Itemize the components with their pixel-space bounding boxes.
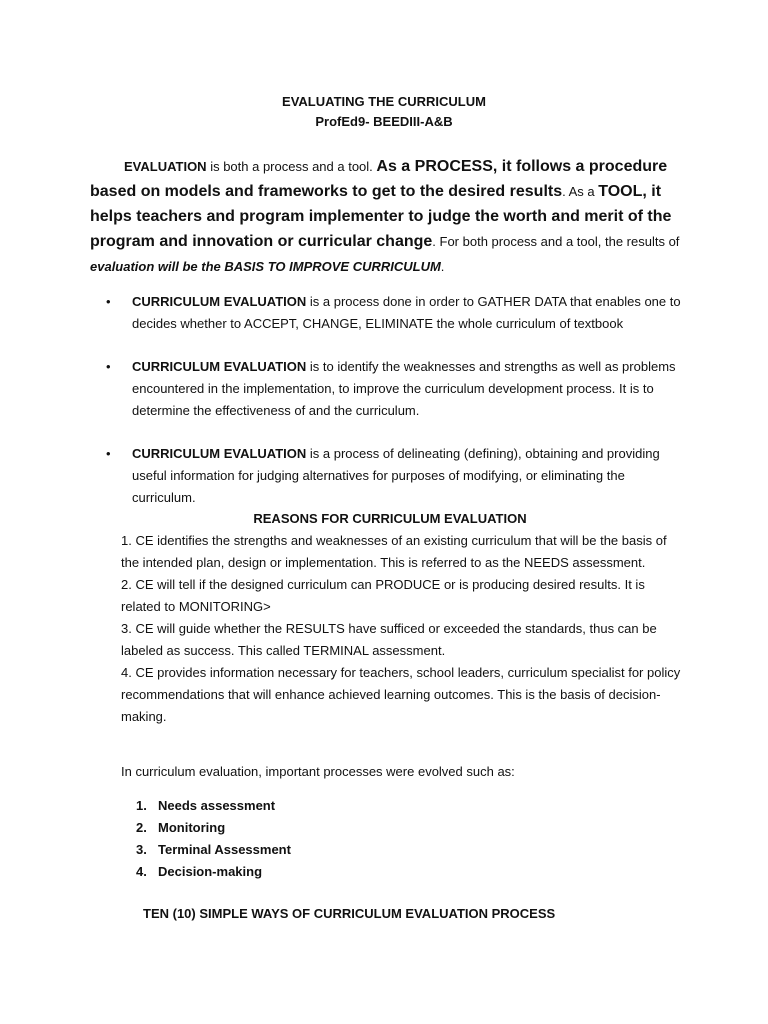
process-step — [136, 839, 291, 861]
document-title: EVALUATING THE CURRICULUM — [282, 94, 486, 109]
process-step — [136, 795, 291, 817]
step-label: Monitoring — [158, 820, 226, 835]
bullet-item — [106, 291, 686, 335]
step-number: 4. — [136, 864, 147, 879]
bullet-text: is a process done in order to GATHER DATA that enables one to decides whether to ACCEPT, CHANGE, ELIMINATE the whole curriculum of textbook — [132, 294, 681, 331]
bullet-lead: CURRICULUM EVALUATION — [132, 446, 307, 461]
step-number: 3. — [136, 842, 147, 857]
bullet-icon: • — [106, 446, 111, 461]
document-header — [0, 92, 768, 132]
intro-tool-statement: TOOL, it helps teachers and program implementer to judge the worth and merit of the program and innovation or curricular change — [90, 183, 672, 250]
ten-ways-heading: TEN (10) SIMPLE WAYS OF CURRICULUM EVALUATION PROCESS — [143, 906, 556, 921]
step-number: 1. — [136, 798, 147, 813]
step-number: 2. — [136, 820, 147, 835]
intro-emphasis: evaluation will be the BASIS TO IMPROVE CURRICULUM — [90, 259, 441, 274]
intro-text-3: . For both process and a tool, the results of — [432, 234, 680, 249]
bullet-item — [106, 443, 686, 509]
intro-text-4: . — [440, 259, 445, 274]
intro-term: EVALUATION — [124, 159, 207, 174]
processes-intro: In curriculum evaluation, important processes were evolved such as: — [121, 764, 515, 779]
step-label: Needs assessment — [158, 798, 276, 813]
reasons-list — [121, 530, 681, 728]
step-label: Decision-making — [158, 864, 263, 879]
intro-text-1: is both a process and a tool. — [206, 159, 377, 174]
reason-item: 2. CE will tell if the designed curriculum can PRODUCE or is producing desired results. It is related to MONITORING> — [121, 577, 645, 614]
definition-bullet-list — [106, 291, 686, 530]
reason-item: 3. CE will guide whether the RESULTS have sufficed or exceeded the standards, thus can be labeled as success. This called TERMINAL assessment. — [121, 621, 657, 658]
process-step — [136, 817, 291, 839]
bullet-icon: • — [106, 294, 111, 309]
reason-item: 4. CE provides information necessary for teachers, school leaders, curriculum specialist for policy recommendations that will enhance achieved learning outcomes. This is the basis of decision-making. — [121, 665, 681, 724]
document-subtitle: ProfEd9- BEEDIII-A&B — [315, 114, 453, 129]
process-steps-list — [136, 795, 291, 883]
bullet-text: is a process of delineating (defining), obtaining and providing useful information for judging alternatives for purposes of modifying, or eliminating the curriculum. — [132, 446, 660, 505]
bullet-text: is to identify the weaknesses and strengths as well as problems encountered in the implementation, to improve the curriculum development process. It is to determine the effectiveness of and the curriculum. — [132, 359, 676, 418]
intro-process-statement: As a PROCESS, it follows a procedure based on models and frameworks to get to the desired results — [90, 158, 668, 200]
reasons-heading: REASONS FOR CURRICULUM EVALUATION — [253, 511, 527, 526]
process-step — [136, 861, 291, 883]
bullet-icon: • — [106, 359, 111, 374]
bullet-item — [106, 356, 686, 422]
intro-paragraph — [90, 154, 680, 279]
bullet-lead: CURRICULUM EVALUATION — [132, 294, 307, 309]
step-label: Terminal Assessment — [158, 842, 291, 857]
bullet-lead: CURRICULUM EVALUATION — [132, 359, 307, 374]
intro-text-2: . As a — [562, 184, 599, 199]
reason-item: 1. CE identifies the strengths and weaknesses of an existing curriculum that will be the basis of the intended plan, design or implementation. This is referred to as the NEEDS assessment. — [121, 533, 667, 570]
